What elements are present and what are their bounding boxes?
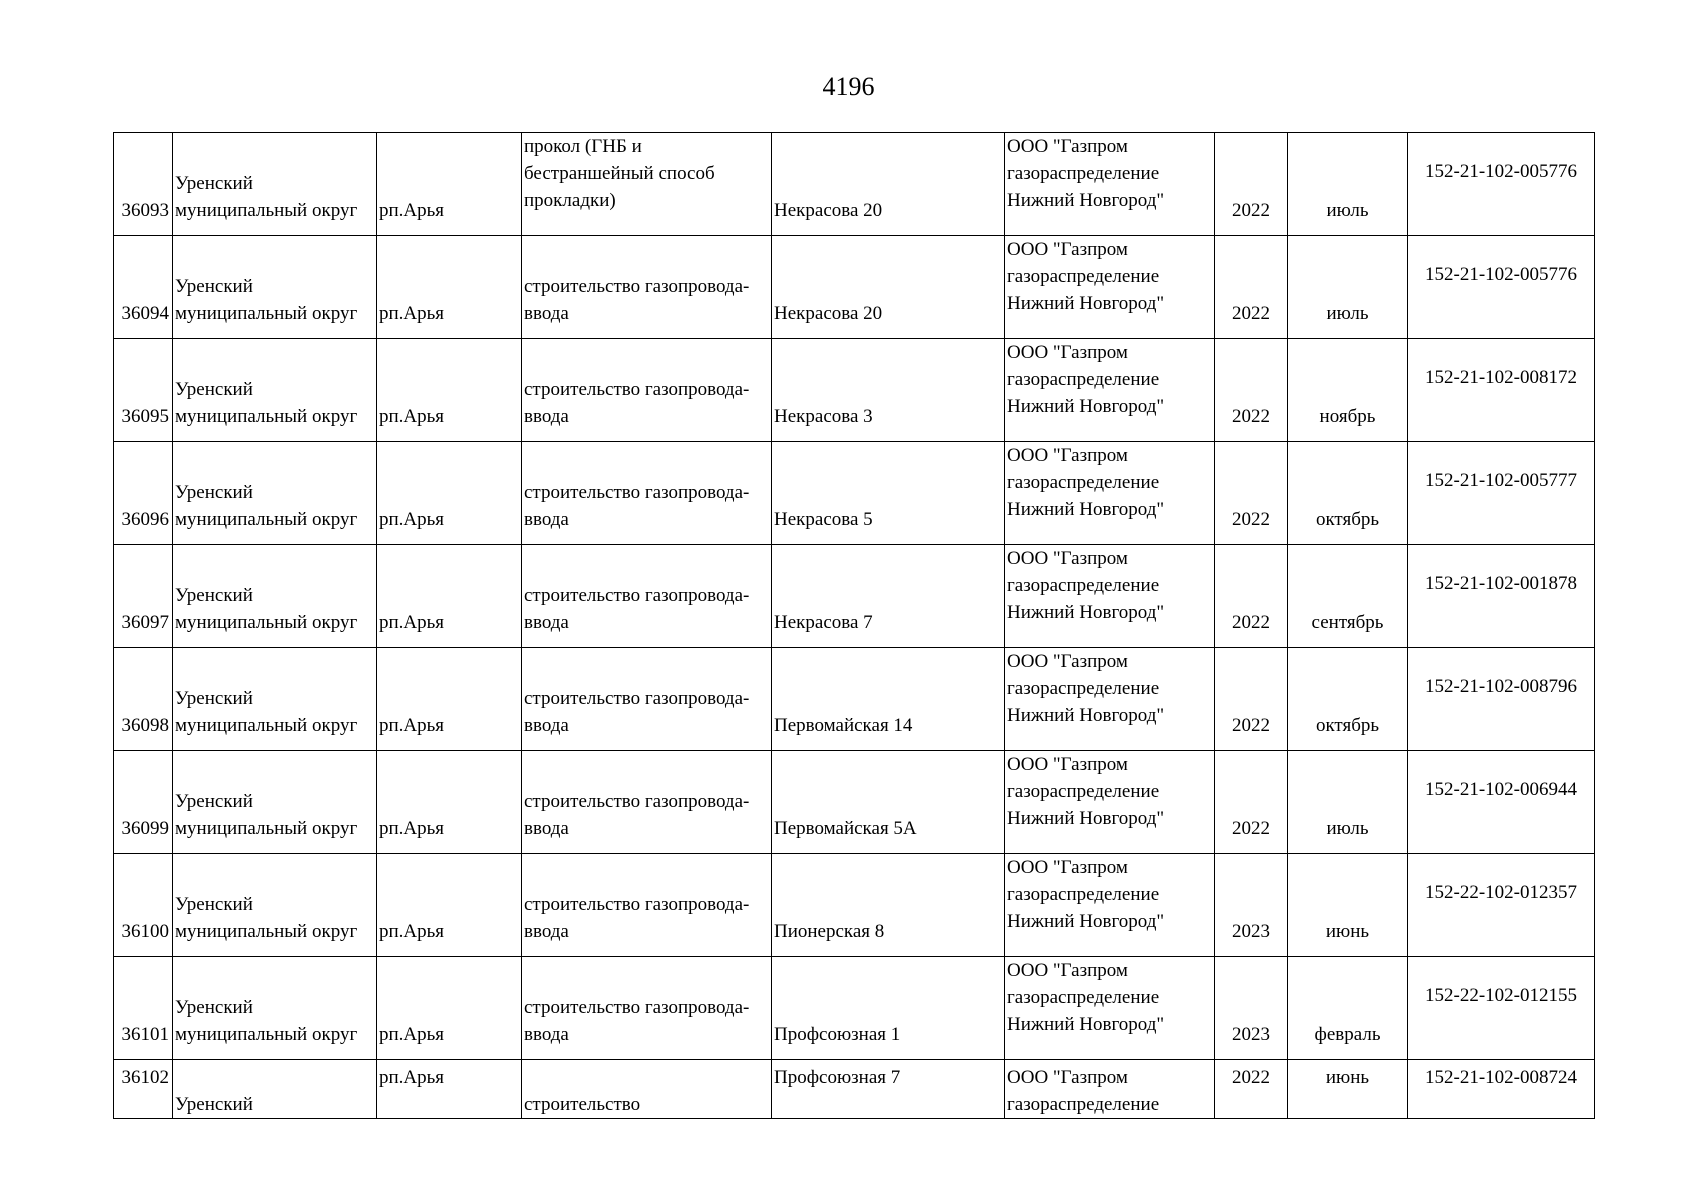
district-cell: Уренский [173, 1060, 377, 1119]
work-method-cell: строительство газопровода- ввода [522, 339, 772, 442]
table-row [114, 854, 1595, 957]
table-row [114, 957, 1595, 1060]
code-cell: 152-21-102-008796 [1408, 648, 1595, 751]
table-row [114, 133, 1595, 236]
settlement-cell: рп.Арья [377, 1060, 522, 1119]
district-cell: Уренский муниципальный округ [173, 648, 377, 751]
code-cell: 152-21-102-005777 [1408, 442, 1595, 545]
month-cell: июнь [1288, 1060, 1408, 1119]
month-cell: ноябрь [1288, 339, 1408, 442]
row-number: 36098 [114, 648, 173, 751]
settlement-cell: рп.Арья [377, 751, 522, 854]
code-cell: 152-21-102-001878 [1408, 545, 1595, 648]
address-cell: Первомайская 14 [772, 648, 1005, 751]
code-cell: 152-21-102-005776 [1408, 236, 1595, 339]
page-number: 4196 [822, 72, 875, 101]
settlement-cell: рп.Арья [377, 442, 522, 545]
month-cell: февраль [1288, 957, 1408, 1060]
organization-cell: ООО "Газпром газораспределение Нижний Новгород" [1005, 236, 1215, 339]
work-method-cell: строительство газопровода- ввода [522, 442, 772, 545]
row-number: 36101 [114, 957, 173, 1060]
work-method-cell: строительство газопровода- ввода [522, 957, 772, 1060]
code-cell: 152-22-102-012155 [1408, 957, 1595, 1060]
year-cell: 2022 [1215, 339, 1288, 442]
address-cell: Некрасова 5 [772, 442, 1005, 545]
district-cell: Уренский муниципальный округ [173, 751, 377, 854]
work-method-cell: строительство газопровода- ввода [522, 236, 772, 339]
work-method-cell: строительство газопровода- ввода [522, 648, 772, 751]
month-cell: июль [1288, 751, 1408, 854]
row-number: 36102 [114, 1060, 173, 1119]
organization-cell: ООО "Газпром газораспределение Нижний Новгород" [1005, 854, 1215, 957]
code-cell: 152-21-102-008172 [1408, 339, 1595, 442]
work-method-cell: строительство газопровода- ввода [522, 545, 772, 648]
organization-cell: ООО "Газпром газораспределение [1005, 1060, 1215, 1119]
table-row [114, 545, 1595, 648]
registry-table [113, 132, 1595, 1119]
table-row [114, 442, 1595, 545]
district-cell: Уренский муниципальный округ [173, 133, 377, 236]
organization-cell: ООО "Газпром газораспределение Нижний Новгород" [1005, 751, 1215, 854]
year-cell: 2022 [1215, 236, 1288, 339]
row-number: 36097 [114, 545, 173, 648]
organization-cell: ООО "Газпром газораспределение Нижний Новгород" [1005, 133, 1215, 236]
address-cell: Пионерская 8 [772, 854, 1005, 957]
settlement-cell: рп.Арья [377, 133, 522, 236]
district-cell: Уренский муниципальный округ [173, 957, 377, 1060]
month-cell: июнь [1288, 854, 1408, 957]
year-cell: 2022 [1215, 442, 1288, 545]
month-cell: октябрь [1288, 442, 1408, 545]
district-cell: Уренский муниципальный округ [173, 854, 377, 957]
settlement-cell: рп.Арья [377, 545, 522, 648]
settlement-cell: рп.Арья [377, 957, 522, 1060]
month-cell: июль [1288, 236, 1408, 339]
address-cell: Некрасова 20 [772, 236, 1005, 339]
organization-cell: ООО "Газпром газораспределение Нижний Новгород" [1005, 957, 1215, 1060]
district-cell: Уренский муниципальный округ [173, 545, 377, 648]
year-cell: 2022 [1215, 648, 1288, 751]
work-method-cell: строительство газопровода- ввода [522, 854, 772, 957]
month-cell: июль [1288, 133, 1408, 236]
settlement-cell: рп.Арья [377, 236, 522, 339]
settlement-cell: рп.Арья [377, 339, 522, 442]
year-cell: 2023 [1215, 854, 1288, 957]
address-cell: Профсоюзная 1 [772, 957, 1005, 1060]
year-cell: 2022 [1215, 751, 1288, 854]
address-cell: Некрасова 20 [772, 133, 1005, 236]
code-cell: 152-21-102-006944 [1408, 751, 1595, 854]
address-cell: Некрасова 3 [772, 339, 1005, 442]
row-number: 36096 [114, 442, 173, 545]
row-number: 36099 [114, 751, 173, 854]
table-row [114, 339, 1595, 442]
table-row [114, 236, 1595, 339]
work-method-cell: прокол (ГНБ и бестраншейный способ прокладки) [522, 133, 772, 236]
row-number: 36094 [114, 236, 173, 339]
row-number: 36100 [114, 854, 173, 957]
code-cell: 152-22-102-012357 [1408, 854, 1595, 957]
month-cell: октябрь [1288, 648, 1408, 751]
row-number: 36095 [114, 339, 173, 442]
address-cell: Профсоюзная 7 [772, 1060, 1005, 1119]
month-cell: сентябрь [1288, 545, 1408, 648]
year-cell: 2023 [1215, 957, 1288, 1060]
table-row [114, 751, 1595, 854]
organization-cell: ООО "Газпром газораспределение Нижний Новгород" [1005, 545, 1215, 648]
row-number: 36093 [114, 133, 173, 236]
organization-cell: ООО "Газпром газораспределение Нижний Новгород" [1005, 339, 1215, 442]
settlement-cell: рп.Арья [377, 648, 522, 751]
district-cell: Уренский муниципальный округ [173, 442, 377, 545]
code-cell: 152-21-102-005776 [1408, 133, 1595, 236]
work-method-cell: строительство газопровода- ввода [522, 751, 772, 854]
code-cell: 152-21-102-008724 [1408, 1060, 1595, 1119]
organization-cell: ООО "Газпром газораспределение Нижний Новгород" [1005, 442, 1215, 545]
district-cell: Уренский муниципальный округ [173, 339, 377, 442]
year-cell: 2022 [1215, 133, 1288, 236]
district-cell: Уренский муниципальный округ [173, 236, 377, 339]
table-row [114, 1060, 1595, 1119]
address-cell: Первомайская 5А [772, 751, 1005, 854]
table-row [114, 648, 1595, 751]
table-body [114, 133, 1595, 1119]
organization-cell: ООО "Газпром газораспределение Нижний Новгород" [1005, 648, 1215, 751]
work-method-cell: строительство [522, 1060, 772, 1119]
settlement-cell: рп.Арья [377, 854, 522, 957]
address-cell: Некрасова 7 [772, 545, 1005, 648]
year-cell: 2022 [1215, 1060, 1288, 1119]
year-cell: 2022 [1215, 545, 1288, 648]
